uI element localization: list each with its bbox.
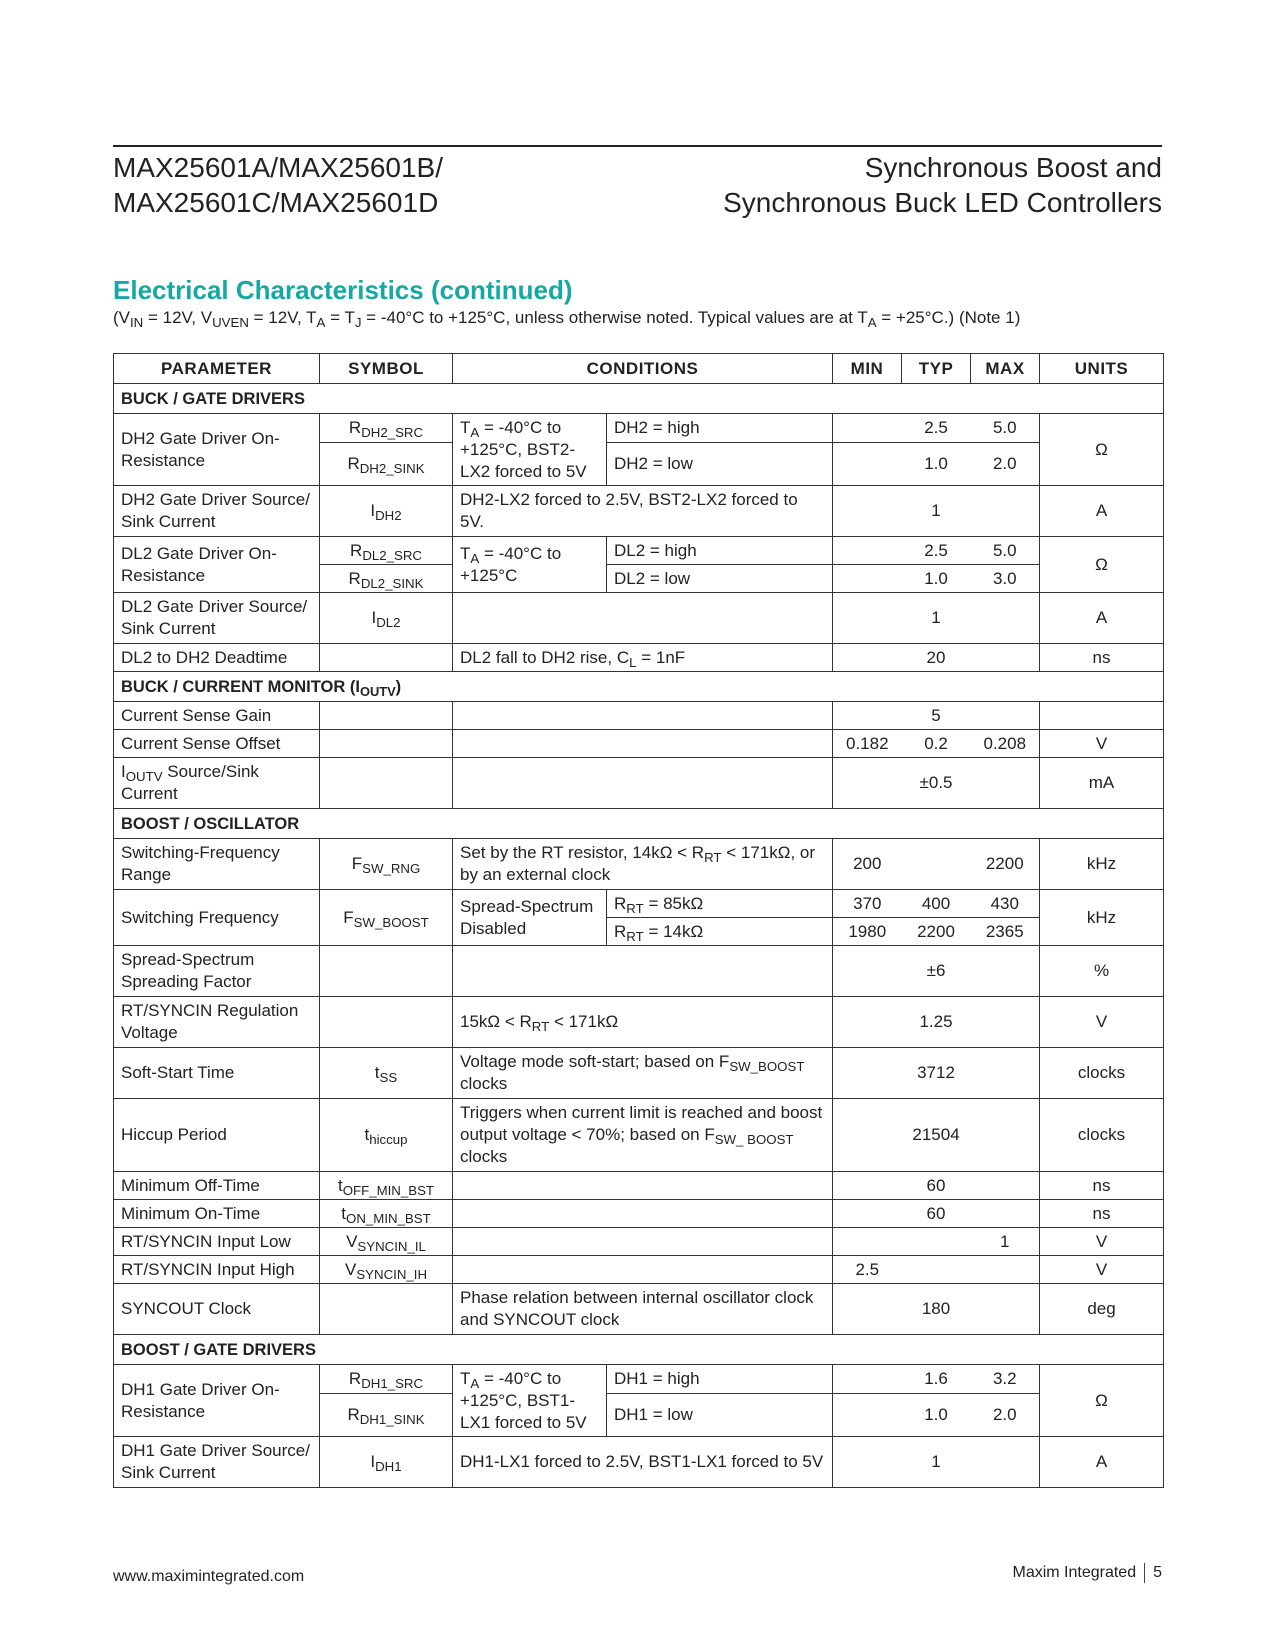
- subcondition-cell: DL2 = high: [607, 537, 833, 565]
- table-row: [114, 1048, 1164, 1099]
- symbol-cell: [320, 1284, 453, 1335]
- symbol-cell: $I_{DH1}$: [320, 1437, 453, 1488]
- section-row: BUCK / CURRENT MONITOR $(I_{OUTV})$: [114, 672, 1164, 702]
- symbol-cell: $t_{hiccup}$: [320, 1099, 453, 1172]
- typ-cell: [902, 839, 971, 890]
- typ-cell: [902, 1256, 971, 1284]
- condition-cell: [453, 1256, 833, 1284]
- typ-cell: 3712: [902, 1048, 971, 1099]
- units-cell: ns: [1040, 1200, 1164, 1228]
- condition-cell: $15k\Omega < R_{RT} < 171k\Omega$: [453, 997, 833, 1048]
- subcondition-cell: DH1 = high: [607, 1365, 833, 1394]
- table-row: [114, 1228, 1164, 1256]
- electrical-characteristics-table: [113, 353, 1164, 1488]
- table-header-row: [114, 354, 1164, 384]
- min-cell: [833, 1394, 902, 1437]
- table-row: [114, 486, 1164, 537]
- typ-cell: [902, 1228, 971, 1256]
- param-cell: SYNCOUT Clock: [114, 1284, 320, 1335]
- units-cell: clocks: [1040, 1099, 1164, 1172]
- param-cell: DL2 Gate Driver On-Resistance: [114, 537, 320, 593]
- typ-cell: ±6: [902, 946, 971, 997]
- max-cell: 5.0: [971, 414, 1040, 443]
- min-cell: 1980: [833, 918, 902, 946]
- table-row: [114, 702, 1164, 730]
- min-cell: [833, 1200, 902, 1228]
- units-cell: A: [1040, 1437, 1164, 1488]
- min-cell: [833, 565, 902, 593]
- typ-cell: 1.0: [902, 1394, 971, 1437]
- min-cell: 370: [833, 890, 902, 918]
- header-symbol: SYMBOL: [320, 354, 453, 384]
- typ-cell: 1.25: [902, 997, 971, 1048]
- typ-cell: 2.5: [902, 414, 971, 443]
- units-cell: deg: [1040, 1284, 1164, 1335]
- condition-cell: [453, 730, 833, 758]
- typ-cell: 180: [902, 1284, 971, 1335]
- min-cell: [833, 1099, 902, 1172]
- max-cell: [971, 593, 1040, 644]
- param-cell: DH2 Gate Driver On-Resistance: [114, 414, 320, 486]
- typ-cell: 0.2: [902, 730, 971, 758]
- condition-cell: [453, 946, 833, 997]
- typ-cell: ±0.5: [902, 758, 971, 809]
- min-cell: [833, 1365, 902, 1394]
- footer-company: Maxim Integrated: [1012, 1564, 1137, 1582]
- table-row: [114, 997, 1164, 1048]
- typ-cell: 20: [902, 644, 971, 672]
- min-cell: 0.182: [833, 730, 902, 758]
- typ-cell: 21504: [902, 1099, 971, 1172]
- typ-cell: 2200: [902, 918, 971, 946]
- units-cell: [1040, 702, 1164, 730]
- min-cell: [833, 758, 902, 809]
- section-row: BUCK / GATE DRIVERS: [114, 384, 1164, 414]
- units-cell: Ω: [1040, 537, 1164, 593]
- document-title-line1: Synchronous Boost and: [864, 152, 1162, 183]
- symbol-cell: [320, 702, 453, 730]
- param-cell: Minimum On-Time: [114, 1200, 320, 1228]
- symbol-cell: $R_{DL2\_SRC}$: [320, 537, 453, 565]
- units-cell: A: [1040, 486, 1164, 537]
- symbol-cell: $F_{SW\_RNG}$: [320, 839, 453, 890]
- subcondition-cell: $R_{RT} = 85k\Omega$: [607, 890, 833, 918]
- param-cell: DH2 Gate Driver Source/ Sink Current: [114, 486, 320, 537]
- footer-url[interactable]: www.maximintegrated.com: [113, 1568, 305, 1585]
- symbol-cell: $R_{DH1\_SINK}$: [320, 1394, 453, 1437]
- units-cell: mA: [1040, 758, 1164, 809]
- param-cell: Spread-Spectrum Spreading Factor: [114, 946, 320, 997]
- max-cell: [971, 486, 1040, 537]
- max-cell: [971, 997, 1040, 1048]
- condition-cell: [453, 702, 833, 730]
- subcondition-cell: DH1 = low: [607, 1394, 833, 1437]
- max-cell: [971, 1200, 1040, 1228]
- units-cell: Ω: [1040, 1365, 1164, 1437]
- units-cell: %: [1040, 946, 1164, 997]
- header-min: MIN: [833, 354, 902, 384]
- units-cell: Ω: [1040, 414, 1164, 486]
- symbol-cell: $I_{DL2}$: [320, 593, 453, 644]
- max-cell: [971, 758, 1040, 809]
- condition-cell: $T_A = -40^\circ C$ to +125°C, BST2-LX2 forced to 5V: [453, 414, 607, 486]
- symbol-cell: $R_{DH1\_SRC}$: [320, 1365, 453, 1394]
- condition-cell: Triggers when current limit is reached and boost output voltage < 70%; based on $F_{SW\_ BOOST}$ clocks: [453, 1099, 833, 1172]
- max-cell: [971, 1048, 1040, 1099]
- section-title: Electrical Characteristics (continued): [113, 275, 573, 305]
- max-cell: 1: [971, 1228, 1040, 1256]
- table-row: [114, 839, 1164, 890]
- condition-cell: [453, 1172, 833, 1200]
- symbol-cell: $F_{SW\_BOOST}$: [320, 890, 453, 946]
- symbol-cell: $t_{ON\_MIN\_BST}$: [320, 1200, 453, 1228]
- min-cell: [833, 1048, 902, 1099]
- max-cell: 2.0: [971, 443, 1040, 486]
- max-cell: [971, 1256, 1040, 1284]
- footer-company-page: [1012, 1563, 1162, 1583]
- header-typ: TYP: [902, 354, 971, 384]
- min-cell: [833, 1228, 902, 1256]
- min-cell: [833, 702, 902, 730]
- symbol-cell: [320, 644, 453, 672]
- max-cell: 2200: [971, 839, 1040, 890]
- part-number-header: [113, 150, 443, 220]
- param-cell: Switching Frequency: [114, 890, 320, 946]
- condition-cell: Spread-Spectrum Disabled: [453, 890, 607, 946]
- condition-cell: Voltage mode soft-start; based on $F_{SW\_BOOST}$ clocks: [453, 1048, 833, 1099]
- typ-cell: 1: [902, 1437, 971, 1488]
- min-cell: [833, 414, 902, 443]
- table-row: [114, 890, 1164, 918]
- min-cell: [833, 1284, 902, 1335]
- typ-cell: 1.0: [902, 565, 971, 593]
- table-row: [114, 644, 1164, 672]
- subcondition-cell: DL2 = low: [607, 565, 833, 593]
- table-row: [114, 1200, 1164, 1228]
- typ-cell: 1: [902, 593, 971, 644]
- condition-cell: [453, 1200, 833, 1228]
- conditions-note: ($V_{IN} = 12V$, $V_{UVEN} = 12V$, $T_A = T_J = -40^\circ C$ to +125°C, unless otherwise noted. Typical values are at $T_A = +25^\circ C$.) (Note 1): [113, 308, 1021, 330]
- condition-cell: [453, 1228, 833, 1256]
- symbol-cell: $R_{DL2\_SINK}$: [320, 565, 453, 593]
- units-cell: ns: [1040, 1172, 1164, 1200]
- min-cell: [833, 443, 902, 486]
- min-cell: 200: [833, 839, 902, 890]
- condition-cell: $T_A = -40^\circ C$ to +125°C: [453, 537, 607, 593]
- typ-cell: 1.6: [902, 1365, 971, 1394]
- param-cell: Switching-Frequency Range: [114, 839, 320, 890]
- max-cell: [971, 644, 1040, 672]
- condition-cell: DL2 fall to DH2 rise, $C_L = 1nF$: [453, 644, 833, 672]
- param-cell: DH1 Gate Driver Source/ Sink Current: [114, 1437, 320, 1488]
- symbol-cell: [320, 997, 453, 1048]
- table-row: [114, 1437, 1164, 1488]
- typ-cell: 1: [902, 486, 971, 537]
- min-cell: [833, 486, 902, 537]
- symbol-cell: $V_{SYNCIN\_IL}$: [320, 1228, 453, 1256]
- condition-cell: Set by the RT resistor, $14k\Omega < R_{RT} < 171k\Omega$, or by an external clock: [453, 839, 833, 890]
- typ-cell: 1.0: [902, 443, 971, 486]
- condition-cell: [453, 758, 833, 809]
- min-cell: [833, 997, 902, 1048]
- subcondition-cell: DH2 = high: [607, 414, 833, 443]
- table-row: [114, 1284, 1164, 1335]
- symbol-cell: $I_{DH2}$: [320, 486, 453, 537]
- units-cell: V: [1040, 997, 1164, 1048]
- units-cell: V: [1040, 1228, 1164, 1256]
- max-cell: 3.0: [971, 565, 1040, 593]
- min-cell: [833, 644, 902, 672]
- symbol-cell: $t_{SS}$: [320, 1048, 453, 1099]
- condition-cell: [453, 593, 833, 644]
- document-title-header: [723, 150, 1162, 220]
- param-cell: $I_{OUTV}$ Source/Sink Current: [114, 758, 320, 809]
- max-cell: [971, 1172, 1040, 1200]
- condition-cell: Phase relation between internal oscillator clock and SYNCOUT clock: [453, 1284, 833, 1335]
- subcondition-cell: DH2 = low: [607, 443, 833, 486]
- max-cell: 430: [971, 890, 1040, 918]
- header-rule: [113, 145, 1162, 147]
- max-cell: [971, 1099, 1040, 1172]
- param-cell: Soft-Start Time: [114, 1048, 320, 1099]
- condition-cell: DH1-LX1 forced to 2.5V, BST1-LX1 forced to 5V: [453, 1437, 833, 1488]
- param-cell: DH1 Gate Driver On-Resistance: [114, 1365, 320, 1437]
- min-cell: [833, 593, 902, 644]
- max-cell: [971, 946, 1040, 997]
- param-cell: DL2 to DH2 Deadtime: [114, 644, 320, 672]
- header-conditions: CONDITIONS: [453, 354, 833, 384]
- typ-cell: 60: [902, 1200, 971, 1228]
- document-title-line2: Synchronous Buck LED Controllers: [723, 187, 1162, 218]
- header-max: MAX: [971, 354, 1040, 384]
- table-row: [114, 946, 1164, 997]
- symbol-cell: $R_{DH2\_SINK}$: [320, 443, 453, 486]
- min-cell: [833, 946, 902, 997]
- param-cell: Minimum Off-Time: [114, 1172, 320, 1200]
- max-cell: 5.0: [971, 537, 1040, 565]
- subcondition-cell: $R_{RT} = 14k\Omega$: [607, 918, 833, 946]
- table-row: [114, 593, 1164, 644]
- units-cell: clocks: [1040, 1048, 1164, 1099]
- table-row: [114, 414, 1164, 443]
- max-cell: [971, 1437, 1040, 1488]
- part-number-line2: MAX25601C/MAX25601D: [113, 187, 439, 218]
- units-cell: A: [1040, 593, 1164, 644]
- symbol-cell: $t_{OFF\_MIN\_BST}$: [320, 1172, 453, 1200]
- units-cell: V: [1040, 1256, 1164, 1284]
- table-row: [114, 730, 1164, 758]
- min-cell: 2.5: [833, 1256, 902, 1284]
- param-cell: RT/SYNCIN Regulation Voltage: [114, 997, 320, 1048]
- param-cell: Current Sense Gain: [114, 702, 320, 730]
- max-cell: 2.0: [971, 1394, 1040, 1437]
- typ-cell: 5: [902, 702, 971, 730]
- symbol-cell: [320, 946, 453, 997]
- param-cell: Hiccup Period: [114, 1099, 320, 1172]
- table-row: [114, 758, 1164, 809]
- table-row: [114, 537, 1164, 565]
- section-row: BOOST / OSCILLATOR: [114, 809, 1164, 839]
- max-cell: 2365: [971, 918, 1040, 946]
- header-units: UNITS: [1040, 354, 1164, 384]
- table-row: [114, 1365, 1164, 1394]
- param-cell: RT/SYNCIN Input Low: [114, 1228, 320, 1256]
- param-cell: Current Sense Offset: [114, 730, 320, 758]
- min-cell: [833, 1172, 902, 1200]
- units-cell: ns: [1040, 644, 1164, 672]
- max-cell: [971, 1284, 1040, 1335]
- table-row: [114, 1256, 1164, 1284]
- symbol-cell: [320, 758, 453, 809]
- condition-cell: DH2-LX2 forced to 2.5V, BST2-LX2 forced to 5V.: [453, 486, 833, 537]
- max-cell: 3.2: [971, 1365, 1040, 1394]
- min-cell: [833, 1437, 902, 1488]
- typ-cell: 60: [902, 1172, 971, 1200]
- units-cell: kHz: [1040, 839, 1164, 890]
- max-cell: 0.208: [971, 730, 1040, 758]
- part-number-line1: MAX25601A/MAX25601B/: [113, 152, 443, 183]
- header-parameter: PARAMETER: [114, 354, 320, 384]
- param-cell: DL2 Gate Driver Source/ Sink Current: [114, 593, 320, 644]
- max-cell: [971, 702, 1040, 730]
- units-cell: kHz: [1040, 890, 1164, 946]
- param-cell: RT/SYNCIN Input High: [114, 1256, 320, 1284]
- section-row: BOOST / GATE DRIVERS: [114, 1335, 1164, 1365]
- table-row: [114, 1172, 1164, 1200]
- page-number: 5: [1153, 1564, 1162, 1582]
- condition-cell: $T_A = -40^\circ C$ to +125°C, BST1-LX1 forced to 5V: [453, 1365, 607, 1437]
- units-cell: V: [1040, 730, 1164, 758]
- table-row: [114, 1099, 1164, 1172]
- typ-cell: 2.5: [902, 537, 971, 565]
- typ-cell: 400: [902, 890, 971, 918]
- symbol-cell: [320, 730, 453, 758]
- symbol-cell: $V_{SYNCIN\_IH}$: [320, 1256, 453, 1284]
- footer-divider: [1144, 1563, 1145, 1583]
- min-cell: [833, 537, 902, 565]
- symbol-cell: $R_{DH2\_SRC}$: [320, 414, 453, 443]
